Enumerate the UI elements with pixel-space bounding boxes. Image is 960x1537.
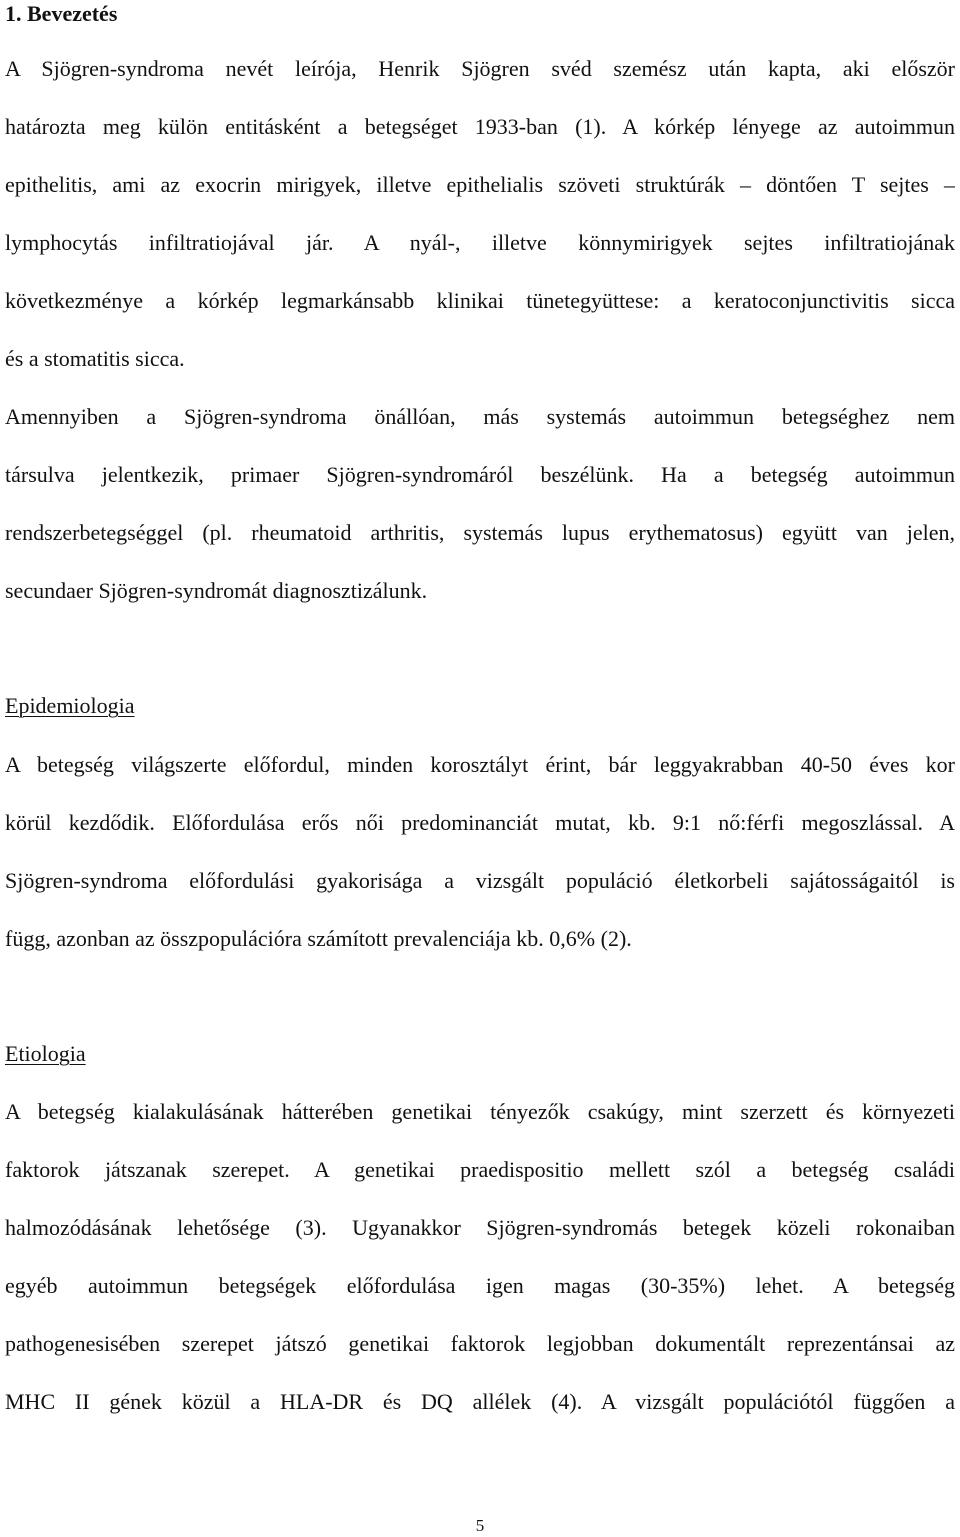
- text-line: Sjögren-syndroma előfordulási gyakorisága a vizsgált populáció életkorbeli sajátosságaitól is: [5, 868, 955, 893]
- text-line: faktorok játszanak szerepet. A genetikai praedispositio mellett szól a betegség családi: [5, 1157, 955, 1182]
- page-number: 5: [475, 1516, 485, 1535]
- text-line: lymphocytás infiltratiojával jár. A nyál-, illetve könnymirigyek sejtes infiltratiojának: [5, 230, 955, 255]
- text-line: határozta meg külön entitásként a betegséget 1933-ban (1). A kórkép lényege az autoimmun: [5, 114, 955, 139]
- text-line: A betegség kialakulásának hátterében genetikai tényezők csakúgy, mint szerzett és környezeti: [5, 1099, 955, 1124]
- epidemiology-title: Epidemiologia: [5, 693, 135, 718]
- text-line: halmozódásának lehetősége (3). Ugyanakkor Sjögren-syndromás betegek közeli rokonaiban: [5, 1215, 955, 1240]
- text-line: pathogenesisében szerepet játszó genetikai faktorok legjobban dokumentált reprezentánsai az: [5, 1331, 955, 1356]
- text-line: következménye a kórkép legmarkánsabb klinikai tünetegyüttese: a keratoconjunctivitis sicca: [5, 288, 955, 313]
- text-line: Amennyiben a Sjögren-syndroma önállóan, más systemás autoimmun betegséghez nem: [5, 404, 955, 429]
- text-line: és a stomatitis sicca.: [5, 346, 185, 371]
- text-line: rendszerbetegséggel (pl. rheumatoid arthritis, systemás lupus erythematosus) együtt van jelen,: [5, 520, 955, 545]
- text-line: egyéb autoimmun betegségek előfordulása igen magas (30-35%) lehet. A betegség: [5, 1273, 955, 1298]
- etiology-title: Etiologia: [5, 1041, 86, 1066]
- epidemiology-heading: [5, 692, 955, 720]
- text-line: A betegség világszerte előfordul, minden korosztályt érint, bár leggyakrabban 40-50 éves kor: [5, 752, 955, 777]
- text-line: secundaer Sjögren-syndromát diagnosztizálunk.: [5, 578, 428, 603]
- etiology-heading: [5, 1040, 955, 1068]
- text-line: körül kezdődik. Előfordulása erős női predominanciát mutat, kb. 9:1 nő:férfi megoszlással. A: [5, 810, 955, 835]
- text-line: A Sjögren-syndroma nevét leírója, Henrik Sjögren svéd szemész után kapta, aki először: [5, 56, 955, 81]
- text-line: MHC II gének közül a HLA-DR és DQ allélek (4). A vizsgált populációtól függően a: [5, 1389, 955, 1414]
- text-line: epithelitis, ami az exocrin mirigyek, illetve epithelialis szöveti struktúrák – döntően T sejtes –: [5, 172, 955, 197]
- section-heading: 1. Bevezetés: [5, 1, 118, 26]
- text-line: függ, azonban az összpopulációra számított prevalenciája kb. 0,6% (2).: [5, 926, 632, 951]
- text-line: társulva jelentkezik, primaer Sjögren-syndromáról beszélünk. Ha a betegség autoimmun: [5, 462, 955, 487]
